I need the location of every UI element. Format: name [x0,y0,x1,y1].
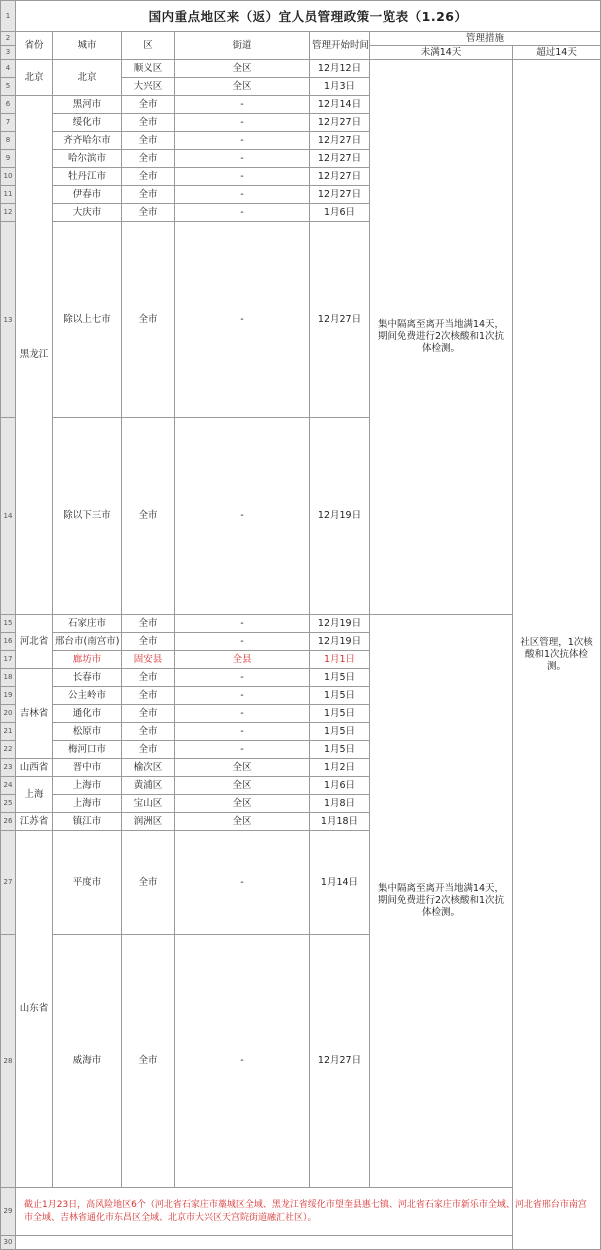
city-cell: 廊坊市 [53,650,122,668]
district-cell: 全市 [122,668,175,686]
district-cell: 榆次区 [122,758,175,776]
street-cell: - [175,722,310,740]
district-cell: 全市 [122,418,175,614]
start-date-cell: 12月27日 [310,934,370,1188]
street-cell: - [175,114,310,132]
row-number[interactable]: 19 [1,686,16,704]
row-number[interactable]: 6 [1,96,16,114]
street-cell: - [175,686,310,704]
start-date-cell: 1月2日 [310,758,370,776]
street-cell: - [175,150,310,168]
row-number[interactable]: 12 [1,204,16,222]
street-cell: - [175,934,310,1188]
province-cell: 黑龙江 [16,96,53,615]
start-date-cell: 1月6日 [310,776,370,794]
row-number[interactable]: 24 [1,776,16,794]
header-city: 城市 [53,32,122,60]
district-cell: 全市 [122,704,175,722]
street-cell: - [175,740,310,758]
province-cell: 河北省 [16,614,53,668]
row-number[interactable]: 8 [1,132,16,150]
row-number[interactable]: 30 [1,1236,16,1250]
street-cell: - [175,614,310,632]
city-cell: 北京 [53,60,122,96]
district-cell: 全市 [122,934,175,1188]
district-cell: 全市 [122,830,175,934]
city-cell: 公主岭市 [53,686,122,704]
start-date-cell: 1月1日 [310,650,370,668]
district-cell: 全市 [122,204,175,222]
city-cell: 哈尔滨市 [53,150,122,168]
row-number[interactable]: 4 [1,60,16,78]
header-district: 区 [122,32,175,60]
district-cell: 全市 [122,114,175,132]
district-cell: 全市 [122,186,175,204]
city-cell: 上海市 [53,794,122,812]
start-date-cell: 12月27日 [310,114,370,132]
street-cell: 全区 [175,78,310,96]
header-measures: 管理措施 [370,32,601,46]
city-cell: 伊春市 [53,186,122,204]
street-cell: - [175,168,310,186]
row-number[interactable]: 16 [1,632,16,650]
city-cell: 镇江市 [53,812,122,830]
street-cell: - [175,830,310,934]
city-cell: 牡丹江市 [53,168,122,186]
row-number[interactable]: 17 [1,650,16,668]
start-date-cell: 12月12日 [310,60,370,78]
street-cell: - [175,96,310,114]
start-date-cell: 1月6日 [310,204,370,222]
city-cell: 除以上七市 [53,222,122,418]
district-cell: 大兴区 [122,78,175,96]
header-start-time: 管理开始时间 [310,32,370,60]
start-date-cell: 12月14日 [310,96,370,114]
start-date-cell: 12月27日 [310,222,370,418]
province-cell: 山西省 [16,758,53,776]
measure-central-isolation: 集中隔离至离开当地满14天，期间免费进行2次核酸和1次抗体检测。 [370,60,513,615]
city-cell: 平度市 [53,830,122,934]
district-cell: 全市 [122,722,175,740]
district-cell: 全市 [122,96,175,114]
start-date-cell: 12月27日 [310,150,370,168]
start-date-cell: 12月19日 [310,418,370,614]
row-number[interactable]: 10 [1,168,16,186]
start-date-cell: 1月5日 [310,686,370,704]
city-cell: 除以下三市 [53,418,122,614]
start-date-cell: 1月5日 [310,740,370,758]
row-number[interactable]: 11 [1,186,16,204]
street-cell: 全县 [175,650,310,668]
row-number[interactable]: 25 [1,794,16,812]
start-date-cell: 1月5日 [310,668,370,686]
start-date-cell: 1月8日 [310,794,370,812]
row-number[interactable]: 7 [1,114,16,132]
row-number[interactable]: 20 [1,704,16,722]
street-cell: 全区 [175,812,310,830]
district-cell: 全市 [122,686,175,704]
province-cell: 吉林省 [16,668,53,758]
district-cell: 宝山区 [122,794,175,812]
row-number[interactable]: 18 [1,668,16,686]
row-number[interactable]: 2 [1,32,16,46]
city-cell: 齐齐哈尔市 [53,132,122,150]
measure-community-management: 社区管理，1次核酸和1次抗体检测。 [513,60,601,1250]
street-cell: - [175,668,310,686]
start-date-cell: 12月27日 [310,132,370,150]
city-cell: 长春市 [53,668,122,686]
measure-central-isolation: 集中隔离至离开当地满14天，期间免费进行2次核酸和1次抗体检测。 [370,614,513,1187]
row-number[interactable]: 5 [1,78,16,96]
row-number[interactable]: 13 [1,222,16,418]
start-date-cell: 1月5日 [310,722,370,740]
row-number[interactable]: 15 [1,614,16,632]
street-cell: - [175,204,310,222]
header-province: 省份 [16,32,53,60]
city-cell: 松原市 [53,722,122,740]
start-date-cell: 12月19日 [310,614,370,632]
district-cell: 全市 [122,132,175,150]
start-date-cell: 12月19日 [310,632,370,650]
street-cell: - [175,418,310,614]
header-under-14-days: 未满14天 [370,46,513,60]
province-cell: 山东省 [16,830,53,1187]
header-over-14-days: 超过14天 [513,46,601,60]
street-cell: - [175,704,310,722]
start-date-cell: 1月18日 [310,812,370,830]
street-cell: 全区 [175,794,310,812]
city-cell: 绥化市 [53,114,122,132]
street-cell: - [175,132,310,150]
row-number[interactable]: 21 [1,722,16,740]
city-cell: 通化市 [53,704,122,722]
district-cell: 全市 [122,150,175,168]
district-cell: 全市 [122,632,175,650]
city-cell: 晋中市 [53,758,122,776]
province-cell: 北京 [16,60,53,96]
street-cell: - [175,186,310,204]
start-date-cell: 1月3日 [310,78,370,96]
city-cell: 大庆市 [53,204,122,222]
street-cell: 全区 [175,776,310,794]
start-date-cell: 12月27日 [310,186,370,204]
street-cell: - [175,632,310,650]
city-cell: 威海市 [53,934,122,1188]
city-cell: 邢台市(南宫市) [53,632,122,650]
page-title: 国内重点地区来（返）宜人员管理政策一览表（1.26） [16,1,601,32]
row-number[interactable]: 22 [1,740,16,758]
empty-row [16,1236,601,1250]
row-number[interactable]: 29 [1,1188,16,1236]
district-cell: 润洲区 [122,812,175,830]
city-cell: 梅河口市 [53,740,122,758]
row-number[interactable]: 14 [1,418,16,614]
district-cell: 固安县 [122,650,175,668]
row-number[interactable]: 3 [1,46,16,60]
district-cell: 全市 [122,222,175,418]
header-street: 街道 [175,32,310,60]
street-cell: 全区 [175,60,310,78]
row-number[interactable]: 26 [1,812,16,830]
district-cell: 全市 [122,740,175,758]
high-risk-footnote: 截止1月23日，高风险地区6个（河北省石家庄市藁城区全域、黑龙江省绥化市望奎县惠七镇、河北省石家庄市新乐市全域、河北省邢台市南宫市全域、吉林省通化市东昌区全域、北京市大兴区天宫院街道融汇社区）。 [16,1188,601,1236]
city-cell: 黑河市 [53,96,122,114]
street-cell: - [175,222,310,418]
row-number[interactable]: 9 [1,150,16,168]
district-cell: 黄浦区 [122,776,175,794]
province-cell: 上海 [16,776,53,812]
district-cell: 顺义区 [122,60,175,78]
district-cell: 全市 [122,168,175,186]
row-number[interactable]: 1 [1,1,16,32]
street-cell: 全区 [175,758,310,776]
start-date-cell: 1月5日 [310,704,370,722]
row-number[interactable]: 23 [1,758,16,776]
city-cell: 石家庄市 [53,614,122,632]
start-date-cell: 12月27日 [310,168,370,186]
city-cell: 上海市 [53,776,122,794]
row-number[interactable]: 27 [1,830,16,934]
province-cell: 江苏省 [16,812,53,830]
row-number[interactable]: 28 [1,934,16,1188]
start-date-cell: 1月14日 [310,830,370,934]
district-cell: 全市 [122,614,175,632]
